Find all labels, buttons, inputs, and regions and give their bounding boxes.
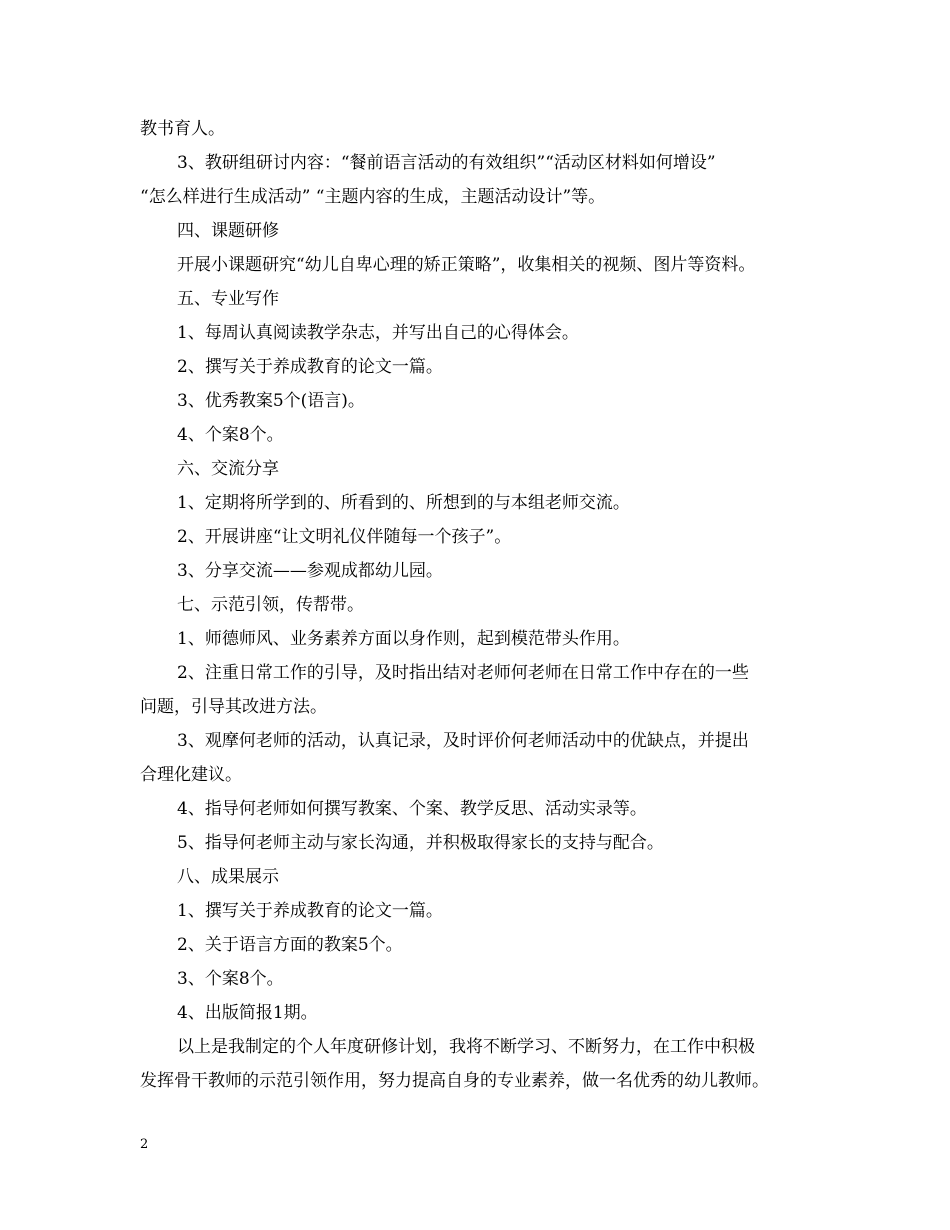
- text-line: 4、指导何老师如何撰写教案、个案、教学反思、活动实录等。: [177, 799, 647, 819]
- text-line: 发挥骨干教师的示范引领作用，努力提高自身的专业素养，做一名优秀的幼儿教师。: [140, 1071, 769, 1091]
- document-body: [140, 112, 820, 1098]
- text-line: 4、个案8个。: [177, 425, 284, 445]
- text-line: 3、教研组研讨内容：“餐前语言活动的有效组织”“活动区材料如何增设”: [177, 153, 716, 173]
- text-line: 问题，引导其改进方法。: [140, 697, 327, 717]
- text-line: 七、示范引领，传帮带。: [177, 595, 364, 615]
- text-line: 3、优秀教案5个(语言)。: [177, 391, 365, 411]
- text-line: 1、师德师风、业务素养方面以身作则，起到模范带头作用。: [177, 629, 630, 649]
- text-line: 五、专业写作: [177, 289, 279, 309]
- text-line: 1、撰写关于养成教育的论文一篇。: [177, 901, 443, 921]
- text-line: 以上是我制定的个人年度研修计划，我将不断学习、不断努力，在工作中积极: [177, 1037, 755, 1057]
- text-line: 2、注重日常工作的引导，及时指出结对老师何老师在日常工作中存在的一些: [177, 663, 749, 683]
- text-line: 3、观摩何老师的活动，认真记录，及时评价何老师活动中的优缺点，并提出: [177, 731, 749, 751]
- text-line: 六、交流分享: [177, 459, 279, 479]
- text-line: 1、定期将所学到的、所看到的、所想到的与本组老师交流。: [177, 493, 630, 513]
- text-line: 合理化建议。: [140, 765, 242, 785]
- text-line: 教书育人。: [140, 119, 225, 139]
- text-line: 开展小课题研究“幼儿自卑心理的矫正策略”，收集相关的视频、图片等资料。: [177, 255, 756, 275]
- text-line: 3、分享交流——参观成都幼儿园。: [177, 561, 443, 581]
- text-line: “怎么样进行生成活动” “主题内容的生成，主题活动设计”等。: [140, 187, 606, 207]
- page-number: 2: [140, 1137, 149, 1152]
- text-line: 2、开展讲座“让文明礼仪伴随每一个孩子”。: [177, 527, 512, 547]
- text-line: 1、每周认真阅读教学杂志，并写出自己的心得体会。: [177, 323, 579, 343]
- text-line: 四、课题研修: [177, 221, 279, 241]
- text-line: 5、指导何老师主动与家长沟通，并积极取得家长的支持与配合。: [177, 833, 664, 853]
- text-line: 2、关于语言方面的教案5个。: [177, 935, 403, 955]
- text-line: 3、个案8个。: [177, 969, 284, 989]
- text-line: 八、成果展示: [177, 867, 279, 887]
- text-line: 2、撰写关于养成教育的论文一篇。: [177, 357, 443, 377]
- text-line: 4、出版简报1期。: [177, 1003, 318, 1023]
